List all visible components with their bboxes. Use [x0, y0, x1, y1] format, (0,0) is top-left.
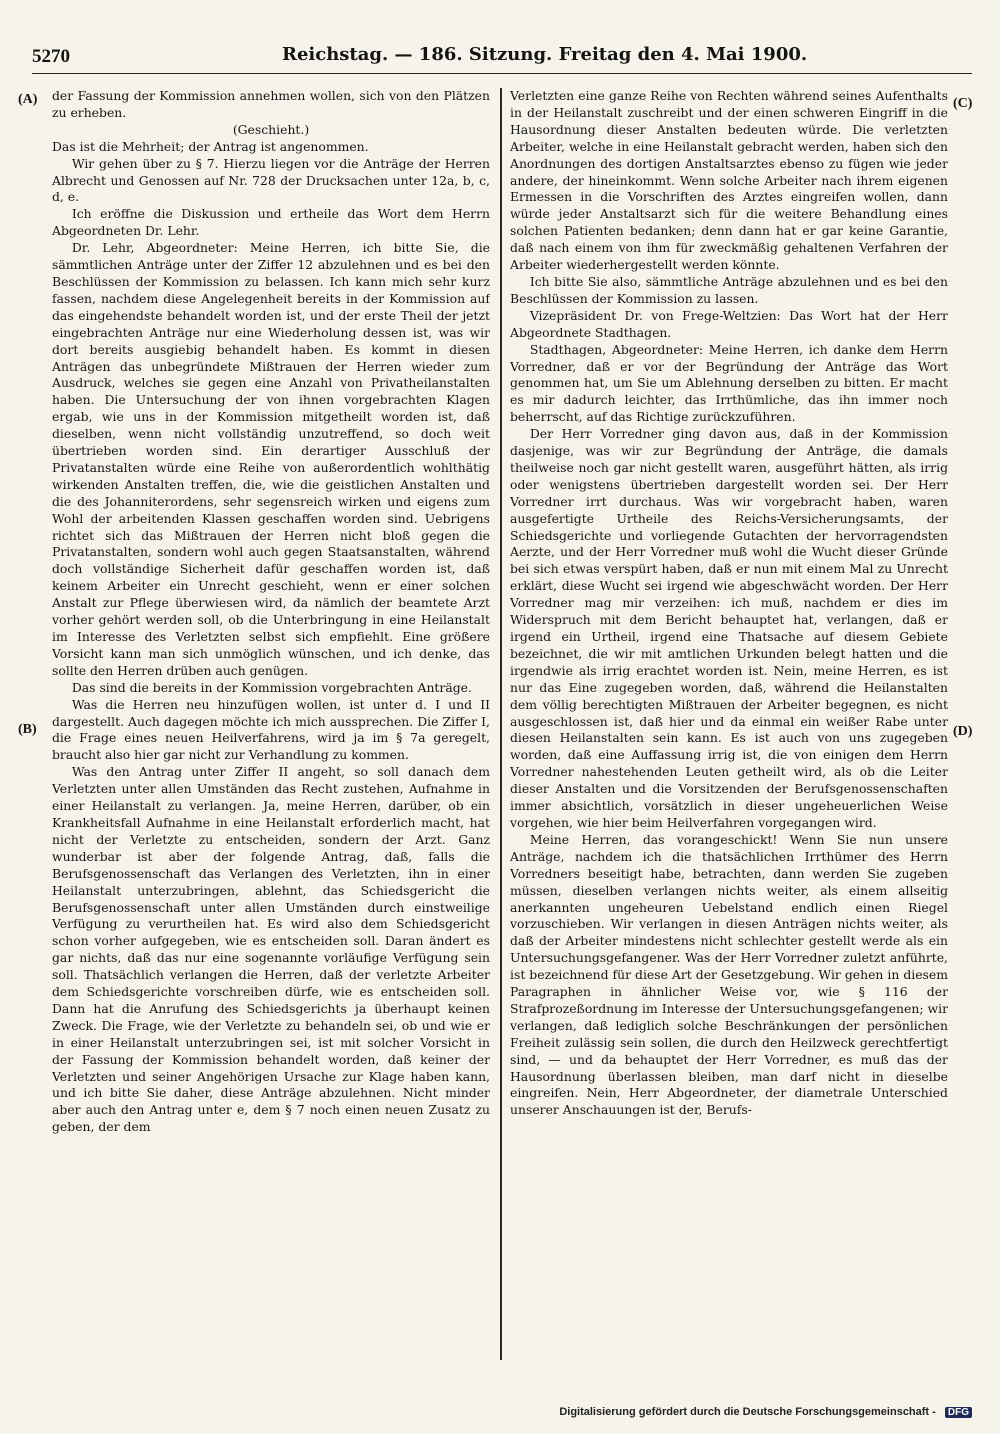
paragraph: Das sind die bereits in der Kommission vorgebrachten Anträge.	[71, 679, 472, 695]
paragraph: der Fassung der Kommission annehmen wollen, sich von den Plätzen zu erheben.	[52, 88, 490, 120]
margin-marker-c: (C)	[953, 96, 973, 111]
page-number: 5270	[32, 46, 70, 67]
left-column	[52, 88, 490, 1368]
margin-marker-d: (D)	[953, 724, 973, 739]
paragraph: Das ist die Mehrheit; der Antrag ist angenommen.	[52, 138, 369, 154]
credit-text: Digitalisierung gefördert durch die Deutsche Forschungsgemeinschaft -	[559, 1406, 936, 1418]
header-rule	[32, 73, 972, 74]
right-column	[510, 88, 948, 1368]
paragraph: Vizepräsident Dr. von Frege-Weltzien: Das Wort hat der Herr Abgeordnete Stadthagen.	[510, 307, 948, 340]
paragraph: Meine Herren, das vorangeschickt! Wenn Sie nun unsere Anträge, nachdem ich die thatsächlichen Irrthümer des Herrn Vorredners beseitigt habe, betrachten, dann werden Sie zugeben müssen, dieselben verlangen nichts weiter, als einem allseitig anerkannten ungeheuren Uebelstand endlich einen Riegel vorzuschieben. Wir verlangen in diesen Anträgen nichts weiter, als daß der Arbeiter mindestens nicht schlechter gestellt werde als ein Untersuchungsgefangener. Was der Herr Vorredner zuletzt anführte, ist bezeichnend für diese Art der Gesetzgebung. Wir gehen in diesem Paragraphen in ähnlicher Weise vor, wie § 116 der Strafprozeßordnung im Interesse der Untersuchungsgefangenen; wir verlangen, daß lediglich solche Beschränkungen der persönlichen Freiheit zulässig sein sollen, die durch den Heilzweck gerechtfertigt sind, — und da behauptet der Herr Vorredner, es muß das der Hausordnung überlassen bleiben, man darf nicht in dieselbe eingreifen. Nein, Herr Abgeordneter, der diametrale Unterschied unserer Anschauungen ist der, Berufs-	[510, 831, 948, 1118]
page-header	[32, 44, 972, 72]
paragraph: Ich eröffne die Diskussion und ertheile das Wort dem Herrn Abgeordneten Dr. Lehr.	[52, 206, 490, 239]
paragraph: Verletzten eine ganze Reihe von Rechten während seines Aufenthalts in der Heilanstalt zuschreibt und der einen schweren Eingriff in die Hausordnung dieser Anstalten bedeuten würde. Die verletzten Arbeiter, welche in eine Heilanstalt gebracht werden, haben sich den Anordnungen des dortigen Anstaltsarztes ebenso zu fügen wie jeder andere, der hineinkommt. Wenn solche Arbeiter nach ihrem eigenen Ermessen in die Vorschriften des Arztes eingreifen wollen, dann würde jeder Anstaltsarzt sich für die weitere Behandlung eines solchen Patienten bedanken; denn dann hat er gar keine Garantie, daß nach einem von ihm für zweckmäßig gehaltenen Verfahren der Arbeiter wiederhergestellt werden könnte.	[510, 88, 948, 273]
digitization-credit	[559, 1406, 972, 1418]
running-head: Reichstag. — 186. Sitzung. Freitag den 4. Mai 1900.	[282, 44, 808, 65]
paragraph: Was den Antrag unter Ziffer II angeht, so soll danach dem Verletzten unter allen Umständen das Recht zustehen, Aufnahme in einer Heilanstalt zu verlangen. Ja, meine Herren, darüber, ob ein Krankheitsfall Aufnahme in eine Heilanstalt erforderlich macht, hat nicht der Verletzte zu entscheiden, sondern der Arzt. Ganz wunderbar ist aber der folgende Antrag, daß, falls die Berufsgenossenschaft das Verlangen des Verletzten, ihn in einer Heilanstalt unterzubringen, ablehnt, das Schiedsgericht die Berufsgenossenschaft unter allen Umständen durch einstweilige Verfügung zu verurtheilen hat. Es wird also dem Schiedsgericht schon vorher aufgegeben, wie es entscheiden soll. Daran ändert es gar nichts, daß das nur eine sogenannte vorläufige Verfügung sein soll. Thatsächlich verlangen die Herren, daß der verletzte Arbeiter dem Schiedsgerichte vorschreiben dürfe, wie es entscheiden soll. Dann hat die Anrufung des Schiedsgerichts ja überhaupt keinen Zweck. Die Frage, wie der Verletzte zu behandeln sei, ob und wie er in einer Heilanstalt unterzubringen sei, ist mit solcher Vorsicht in der Fassung der Kommission behandelt worden, daß keiner der Verletzten und seiner Angehörigen Ursache zur Klage haben kann, und ich bitte Sie daher, diese Anträge abzulehnen. Nicht minder aber auch den Antrag unter e, dem § 7 noch einen neuen Zusatz zu geben, der dem	[52, 764, 490, 1135]
column-divider	[500, 88, 502, 1360]
margin-marker-b: (B)	[18, 722, 37, 737]
paragraph: Stadthagen, Abgeordneter: Meine Herren, ich danke dem Herrn Vorredner, daß er vor der Begründung der Anträge das Wort genommen hat, um Sie um Ablehnung derselben zu bitten. Er macht es mir dadurch leichter, das Irrthümliche, das ihn immer noch beherrscht, auf das Richtige zurückzuführen.	[510, 341, 948, 425]
dfg-logo: DFG	[945, 1407, 972, 1418]
paragraph: Dr. Lehr, Abgeordneter: Meine Herren, ich bitte Sie, die sämmtlichen Anträge unter der Ziffer 12 abzulehnen und es bei den Beschlüssen der Kommission zu belassen. Ich kann mich sehr kurz fassen, nachdem diese Angelegenheit bereits in der Kommission auf das eingehendste behandelt worden ist, und der erste Theil der jetzt eingebrachten Anträge nur eine Wiederholung dessen ist, was wir dort bereits ausgiebig behandelt haben. Es kommt in diesen Anträgen das unbegründete Mißtrauen der Herren wieder zum Ausdruck, welches sie gegen eine Anzahl von Privatheilanstalten haben. Die Untersuchung der von ihnen vorgebrachten Klagen ergab, wie uns in der Kommission mitgetheilt worden ist, daß dieselben, wenn nicht vollständig unzutreffend, so doch weit übertrieben worden sind. Ein derartiger Ausschluß der Privatanstalten würde eine Reihe von außerordentlich wohlthätig wirkenden Anstalten treffen, die, wie die geistlichen Anstalten und die des Johanniterordens, sehr segensreich wirken und eigens zum Wohl der arbeitenden Klassen geschaffen worden sind. Uebrigens richtet sich das Mißtrauen der Herren nicht bloß gegen die Privatanstalten, sondern wohl auch gegen Staatsanstalten, während doch vollständige Sicherheit dafür geschaffen worden ist, daß keinem Arbeiter ein Unrecht geschieht, wenn er einer solchen Anstalt zur Pflege überwiesen wird, da nämlich der beamtete Arzt vorher gehört werden soll, ob die Unterbringung in eine Heilanstalt im Interesse des Verletzten selbst sich empfiehlt. Eine größere Vorsicht kann man sich unmöglich wünschen, und ich denke, das sollte den Herren drüben auch genügen.	[52, 240, 490, 678]
margin-marker-a: (A)	[18, 92, 38, 107]
paragraph: Wir gehen über zu § 7. Hierzu liegen vor die Anträge der Herren Albrecht und Genossen auf Nr. 728 der Drucksachen unter 12a, b, c, d, e.	[52, 155, 490, 205]
paragraph: Der Herr Vorredner ging davon aus, daß in der Kommission dasjenige, was wir zur Begründung der Anträge, die damals theilweise noch gar nicht gestellt waren, ausgeführt hätten, als irrig oder wenigstens übertrieben dargestellt worden sei. Der Herr Vorredner irrt durchaus. Was wir vorgebracht haben, waren ausgefertigte Urtheile des Reichs-Versicherungsamts, der Schiedsgerichte und vorliegende Gutachten der hervorragendsten Aerzte, und der Herr Vorredner muß wohl die Wucht dieser Gründe bei sich etwas verspürt haben, daß er nun mit einem Mal zu Unrecht erklärt, diese Wucht sei irgend wie abgeschwächt worden. Der Herr Vorredner mag mir verzeihen: ich muß, nachdem er dies im Widerspruch mit dem Bericht behauptet hat, verlangen, daß er irgend ein Urtheil, irgend eine Thatsache auf diesem Gebiete bezeichnet, die wir mit amtlichen Urkunden belegt hatten und die irgendwie als irrig erachtet worden ist. Nein, meine Herren, es ist nur das Eine zugegeben worden, daß, während die Heilanstalten dem völlig berechtigten Mißtrauen der Arbeiter begegnen, es nicht ausgeschlossen ist, daß hier und da einmal ein weißer Rabe unter diesen Heilanstalten sein kann. Es ist auch von uns zugegeben worden, daß eine Auffassung irrig ist, die von einigen dem Herrn Vorredner nahestehenden Leuten getheilt wird, als ob die Leiter dieser Anstalten und die Vorsitzenden der Berufsgenossenschaften immer absichtlich, vorsätzlich in dieser ungeheuerlichen Weise vorgehen, wie hier beim Heilverfahren vorgegangen wird.	[510, 426, 948, 830]
paragraph: Ich bitte Sie also, sämmtliche Anträge abzulehnen und es bei den Beschlüssen der Kommission zu lassen.	[510, 273, 948, 306]
paragraph: Was die Herren neu hinzufügen wollen, ist unter d. I und II dargestellt. Auch dagegen möchte ich mich aussprechen. Die Ziffer I, die Frage eines neuen Heilverfahrens, wird ja im § 7a geregelt, braucht also hier gar nicht zur Verhandlung zu kommen.	[52, 696, 490, 763]
paragraph: (Geschieht.)	[232, 121, 310, 137]
